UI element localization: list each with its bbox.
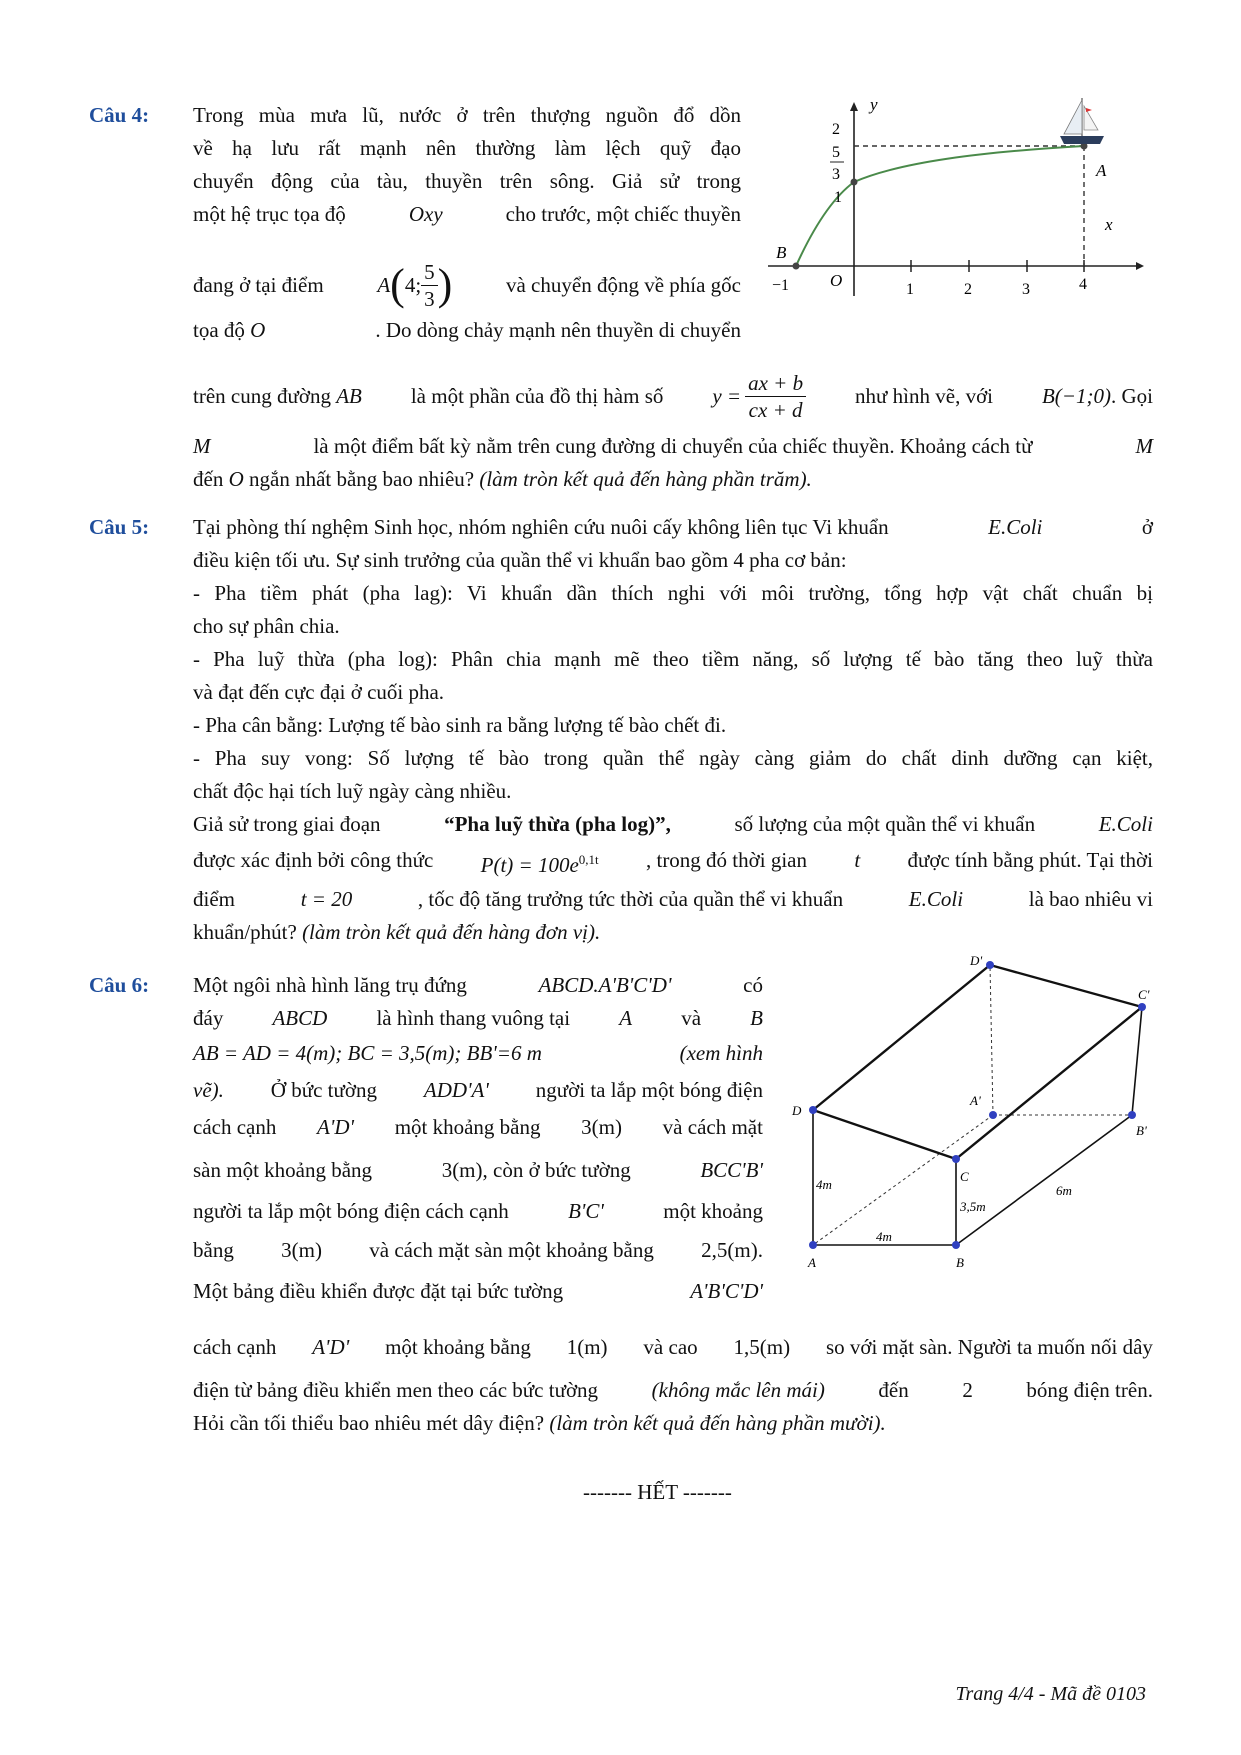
q6-text: sàn một khoảng bằng [193,1158,373,1182]
q4-text: tọa độ [193,318,245,342]
q5-note: (làm tròn kết quả đến hàng đơn vị). [302,920,601,944]
q4-function [712,370,806,423]
q5-t20: t = 20 [300,887,353,911]
q5-text: , tốc độ tăng trưởng tức thời của quần thể vi khuẩn [417,887,844,911]
q5-formula-exp: 0,1t [578,852,599,867]
y-tick-2: 2 [832,121,840,138]
q6-line-11 [193,1375,1153,1405]
q6-15m: 1,5(m) [733,1335,791,1359]
q5-line-12 [193,884,1153,914]
q6-figure [780,955,1180,1275]
q6-text: , còn ở bức tường [482,1158,631,1182]
q6-noroof: (không mắc lên mái) [651,1378,825,1402]
A-label: A [1096,161,1107,180]
q5-text: số lượng của một quần thể vi khuẩn [734,812,1036,836]
q6-1m: 1(m) [566,1335,608,1359]
q6-3m: 3(m) [441,1158,483,1182]
q6-text: bóng điện trên. [1026,1378,1153,1402]
q6-text: Ở bức tường [270,1078,377,1102]
q6-text: cách cạnh [193,1335,277,1359]
y-label: y [870,96,878,114]
q5-line-1 [193,512,1153,542]
q6-line-3 [193,1038,763,1068]
q6-line-2 [193,1003,763,1033]
q5-text: , trong đó thời gian [645,848,807,872]
q5-ecoli: E.Coli [988,515,1043,539]
q6-label: Câu 6: [89,973,150,997]
q5-line-6: và đạt đến cực đại ở cuối pha. [193,680,445,704]
q6-text: điện từ bảng điều khiển men theo các bức tường [193,1378,599,1402]
q5-line-8: - Pha suy vong: Số lượng tế bào trong quần thể ngày càng giảm do chất dinh dưỡng cạn kiệt, [193,746,1153,770]
curve-AB [796,146,1084,266]
q4-text: là một phần của đồ thị hàm số [410,384,664,408]
label-Ap: A' [970,1093,981,1108]
q6-BC: B'C' [568,1199,604,1223]
q6-line-10 [193,1332,1153,1362]
q6-line-12 [193,1408,886,1438]
q5-text: Giả sử trong giai đoạn [193,812,381,836]
q6-text: bằng [193,1238,234,1262]
q5-formula [481,845,599,880]
q5-text: điểm [193,887,235,911]
q6-abcd: ABCD [272,1006,328,1030]
q6-text: có [743,973,763,997]
q4-A: A [377,273,391,297]
q6-text: người ta lắp một bóng điện cách cạnh [193,1199,509,1223]
q4-line-9 [193,464,812,494]
q6-3m: 3(m) [281,1238,322,1262]
q6-text: và cách mặt [662,1115,763,1139]
vertex-Cp [1138,1003,1146,1011]
y-tick-5-3 [830,144,844,183]
q4-oxy: Oxy [408,202,443,226]
q6-line-1 [193,970,763,1000]
vertex-B [952,1241,960,1249]
q4-text: đang ở tại điểm [193,273,324,297]
q6-text: là hình thang vuông tại [376,1006,571,1030]
q5-text: khuẩn/phút? [193,920,297,944]
q6-text: và cách mặt sàn một khoảng bằng [369,1238,654,1262]
label-D: D [792,1103,802,1118]
q4-graph [760,96,1170,306]
y-arrow [850,102,858,111]
B-label: B [776,243,787,262]
q4-f-num: ax + b [745,370,806,397]
point-B [793,263,800,270]
q6-text: Một bảng điều khiển được đặt tại bức tường [193,1279,564,1303]
q5-line-2: điều kiện tối ưu. Sự sinh trưởng của quần thể vi khuẩn bao gồm 4 pha cơ bản: [193,548,847,572]
q5-ecoli: E.Coli [1098,812,1153,836]
q4-y-eq: y = [712,384,742,408]
len-4m-left: 4m [816,1177,832,1192]
q5-text: Tại phòng thí nghệm Sinh học, nhóm nghiên cứu nuôi cấy không liên tục Vi khuẩn [193,515,889,539]
q5-text: là bao nhiêu vi [1028,887,1153,911]
x-tick-2: 2 [964,281,972,298]
q6-line-8: bằng 3(m) và cách mặt sàn một khoảng bằng 2,5(m). [193,1235,763,1265]
q4-text: trên cung đường [193,384,331,408]
page-footer: Trang 4/4 - Mã đề 0103 [955,1683,1146,1705]
label-C: C [960,1169,969,1184]
q4-line-8 [193,431,1153,461]
len-6m: 6m [1056,1183,1072,1198]
q4-O: O [228,467,244,491]
q6-line-4 [193,1075,763,1105]
y-tick-3: 3 [832,166,840,183]
end-marker: ------- HẾT ------- [583,1480,732,1504]
q4-text: một hệ trục tọa độ [193,202,346,226]
q5-line-13 [193,917,600,947]
q5-text: được xác định bởi công thức [193,848,434,872]
q4-f-den: cx + d [748,397,803,422]
vertex-D [809,1106,817,1114]
q6-B: B [750,1006,763,1030]
q5-line-9: chất độc hại tích luỹ ngày càng nhiều. [193,779,512,803]
q4-line-1: Trong mùa mưa lũ, nước ở trên thượng nguồn đổ dồn [193,103,741,127]
q4-text: và chuyển động về phía gốc [505,273,741,297]
q4-AB: AB [336,384,362,408]
q6-text: đến [878,1378,909,1402]
q6-note: (làm tròn kết quả đến hàng phần mười). [549,1411,886,1435]
x-tick-4: 4 [1079,276,1087,293]
q4-line-4 [193,199,741,229]
q6-3m: 3(m) [581,1115,622,1139]
label-Cp: C' [1138,987,1150,1002]
q6-wall3: A'B'C'D' [690,1279,763,1303]
label-Bp: B' [1136,1123,1147,1138]
q4-point-A-expr: A ( 4; $\frac{5}{3}$ ) [377,259,453,311]
q4-line-2: về hạ lưu rất mạnh nên thường làm lệch quỹ đạo [193,136,741,160]
q6-line-9 [193,1276,763,1306]
q4-frac [745,370,806,423]
x-arrow [1136,262,1144,270]
q6-two: 2 [962,1378,973,1402]
q4-line-3: chuyển động của tàu, thuyền trên sông. Giả sử trong [193,169,741,193]
q6-text: và [681,1006,702,1030]
q4-text: . Gọi [1110,384,1153,408]
q5-text: ở [1141,515,1153,539]
q6-text: so với mặt sàn. Người ta muốn nối dây [825,1335,1153,1359]
q4-O: O [250,318,266,342]
q6-line-5 [193,1112,763,1142]
q6-fig: vẽ). [193,1078,224,1102]
y-tick-5: 5 [832,144,840,161]
vertex-A [809,1241,817,1249]
q6-AD: A'D' [317,1115,355,1139]
q6-text: người ta lắp một bóng điện [535,1078,763,1102]
q4-line-6 [193,315,741,345]
boat-icon [1060,98,1104,144]
q5-line-5: - Pha luỹ thừa (pha log): Phân chia mạnh mẽ theo tiềm năng, số lượng tế bào tăng theo luỹ thừa [193,647,1153,671]
q6-text: một khoảng [663,1199,763,1223]
x-tick-neg1: −1 [772,277,790,294]
q5-phase: “Pha luỹ thừa (pha log)”, [444,812,671,836]
q5-text: được tính bằng phút. Tại thời [907,848,1153,872]
q4-A-frac [421,259,438,312]
q6-AD: A'D' [312,1335,350,1359]
q6-text: một khoảng bằng [385,1335,531,1359]
q6-A: A [619,1006,633,1030]
q5-line-7: - Pha cân bằng: Lượng tế bào sinh ra bằng lượng tế bào chết đi. [193,713,727,737]
q6-text: cách cạnh [193,1115,277,1139]
q4-text: đến [193,467,224,491]
x-label: x [1105,215,1113,234]
q6-line-6 [193,1155,763,1185]
q6-prism: ABCD.A'B'C'D' [538,973,672,997]
q5-line-3: - Pha tiềm phát (pha lag): Vi khuẩn dần thích nghi với môi trường, tổng hợp vật chất chuẩn bị [193,581,1153,605]
q6-dims: AB = AD = 4(m); BC = 3,5(m); BB'=6 m [193,1041,542,1065]
q4-A-x: 4; [404,273,422,297]
y-tick-1: 1 [834,189,842,206]
q6-text: một khoảng bằng [394,1115,541,1139]
len-35m: 3,5m [960,1199,986,1214]
label-A: A [808,1255,816,1270]
q6-text: Hỏi cần tối thiểu bao nhiêu mét dây điện? [193,1411,545,1435]
q5-ecoli: E.Coli [908,887,964,911]
len-4m-bottom: 4m [876,1229,892,1244]
q6-25m: 2,5(m) [701,1238,758,1262]
q4-M: M [193,434,211,458]
point-y1 [851,179,858,186]
label-Dp: D' [970,955,983,968]
q6-text: đáy [193,1006,224,1030]
q5-line-11 [193,845,1153,880]
q6-text: và cao [643,1335,698,1359]
q5-formula-base: P(t) = 100e [480,853,579,877]
q4-line-7 [193,368,1153,424]
vertex-Dp [986,961,994,969]
vertex-Ap [989,1111,997,1119]
label-B: B [956,1255,964,1270]
q5-line-4: cho sự phân chia. [193,614,340,638]
O-label: O [830,271,843,290]
q4-B: B(−1;0) [1041,384,1111,408]
q4-label: Câu 4: [89,103,150,127]
q5-line-10 [193,809,1153,839]
q6-see: (xem hình [679,1041,763,1065]
q4-M: M [1135,434,1153,458]
q6-line-7 [193,1196,763,1226]
x-tick-3: 3 [1022,281,1030,298]
x-tick-1: 1 [906,281,914,298]
q6-text: Một ngôi nhà hình lăng trụ đứng [193,973,467,997]
vertex-C [952,1155,960,1163]
q4-text: . Do dòng chảy mạnh nên thuyền di chuyển [375,318,741,342]
q4-text: cho trước, một chiếc thuyền [505,202,741,226]
q6-wall1: ADD'A' [423,1078,489,1102]
q4-note: (làm tròn kết quả đến hàng phần trăm). [479,467,812,491]
q6-wall2: BCC'B' [700,1158,763,1182]
vertex-Bp [1128,1111,1136,1119]
q4-text: như hình vẽ, với [855,384,994,408]
q4-text: ngắn nhất bằng bao nhiêu? [249,467,475,491]
q4-text: là một điểm bất kỳ nằm trên cung đường di chuyển của chiếc thuyền. Khoảng cách từ [313,434,1033,458]
q4-line-5 [193,253,741,317]
q5-t: t [854,848,861,872]
q4-A-num: 5 [421,259,438,286]
q4-A-den: 3 [424,286,435,311]
q5-label: Câu 5: [89,515,150,539]
